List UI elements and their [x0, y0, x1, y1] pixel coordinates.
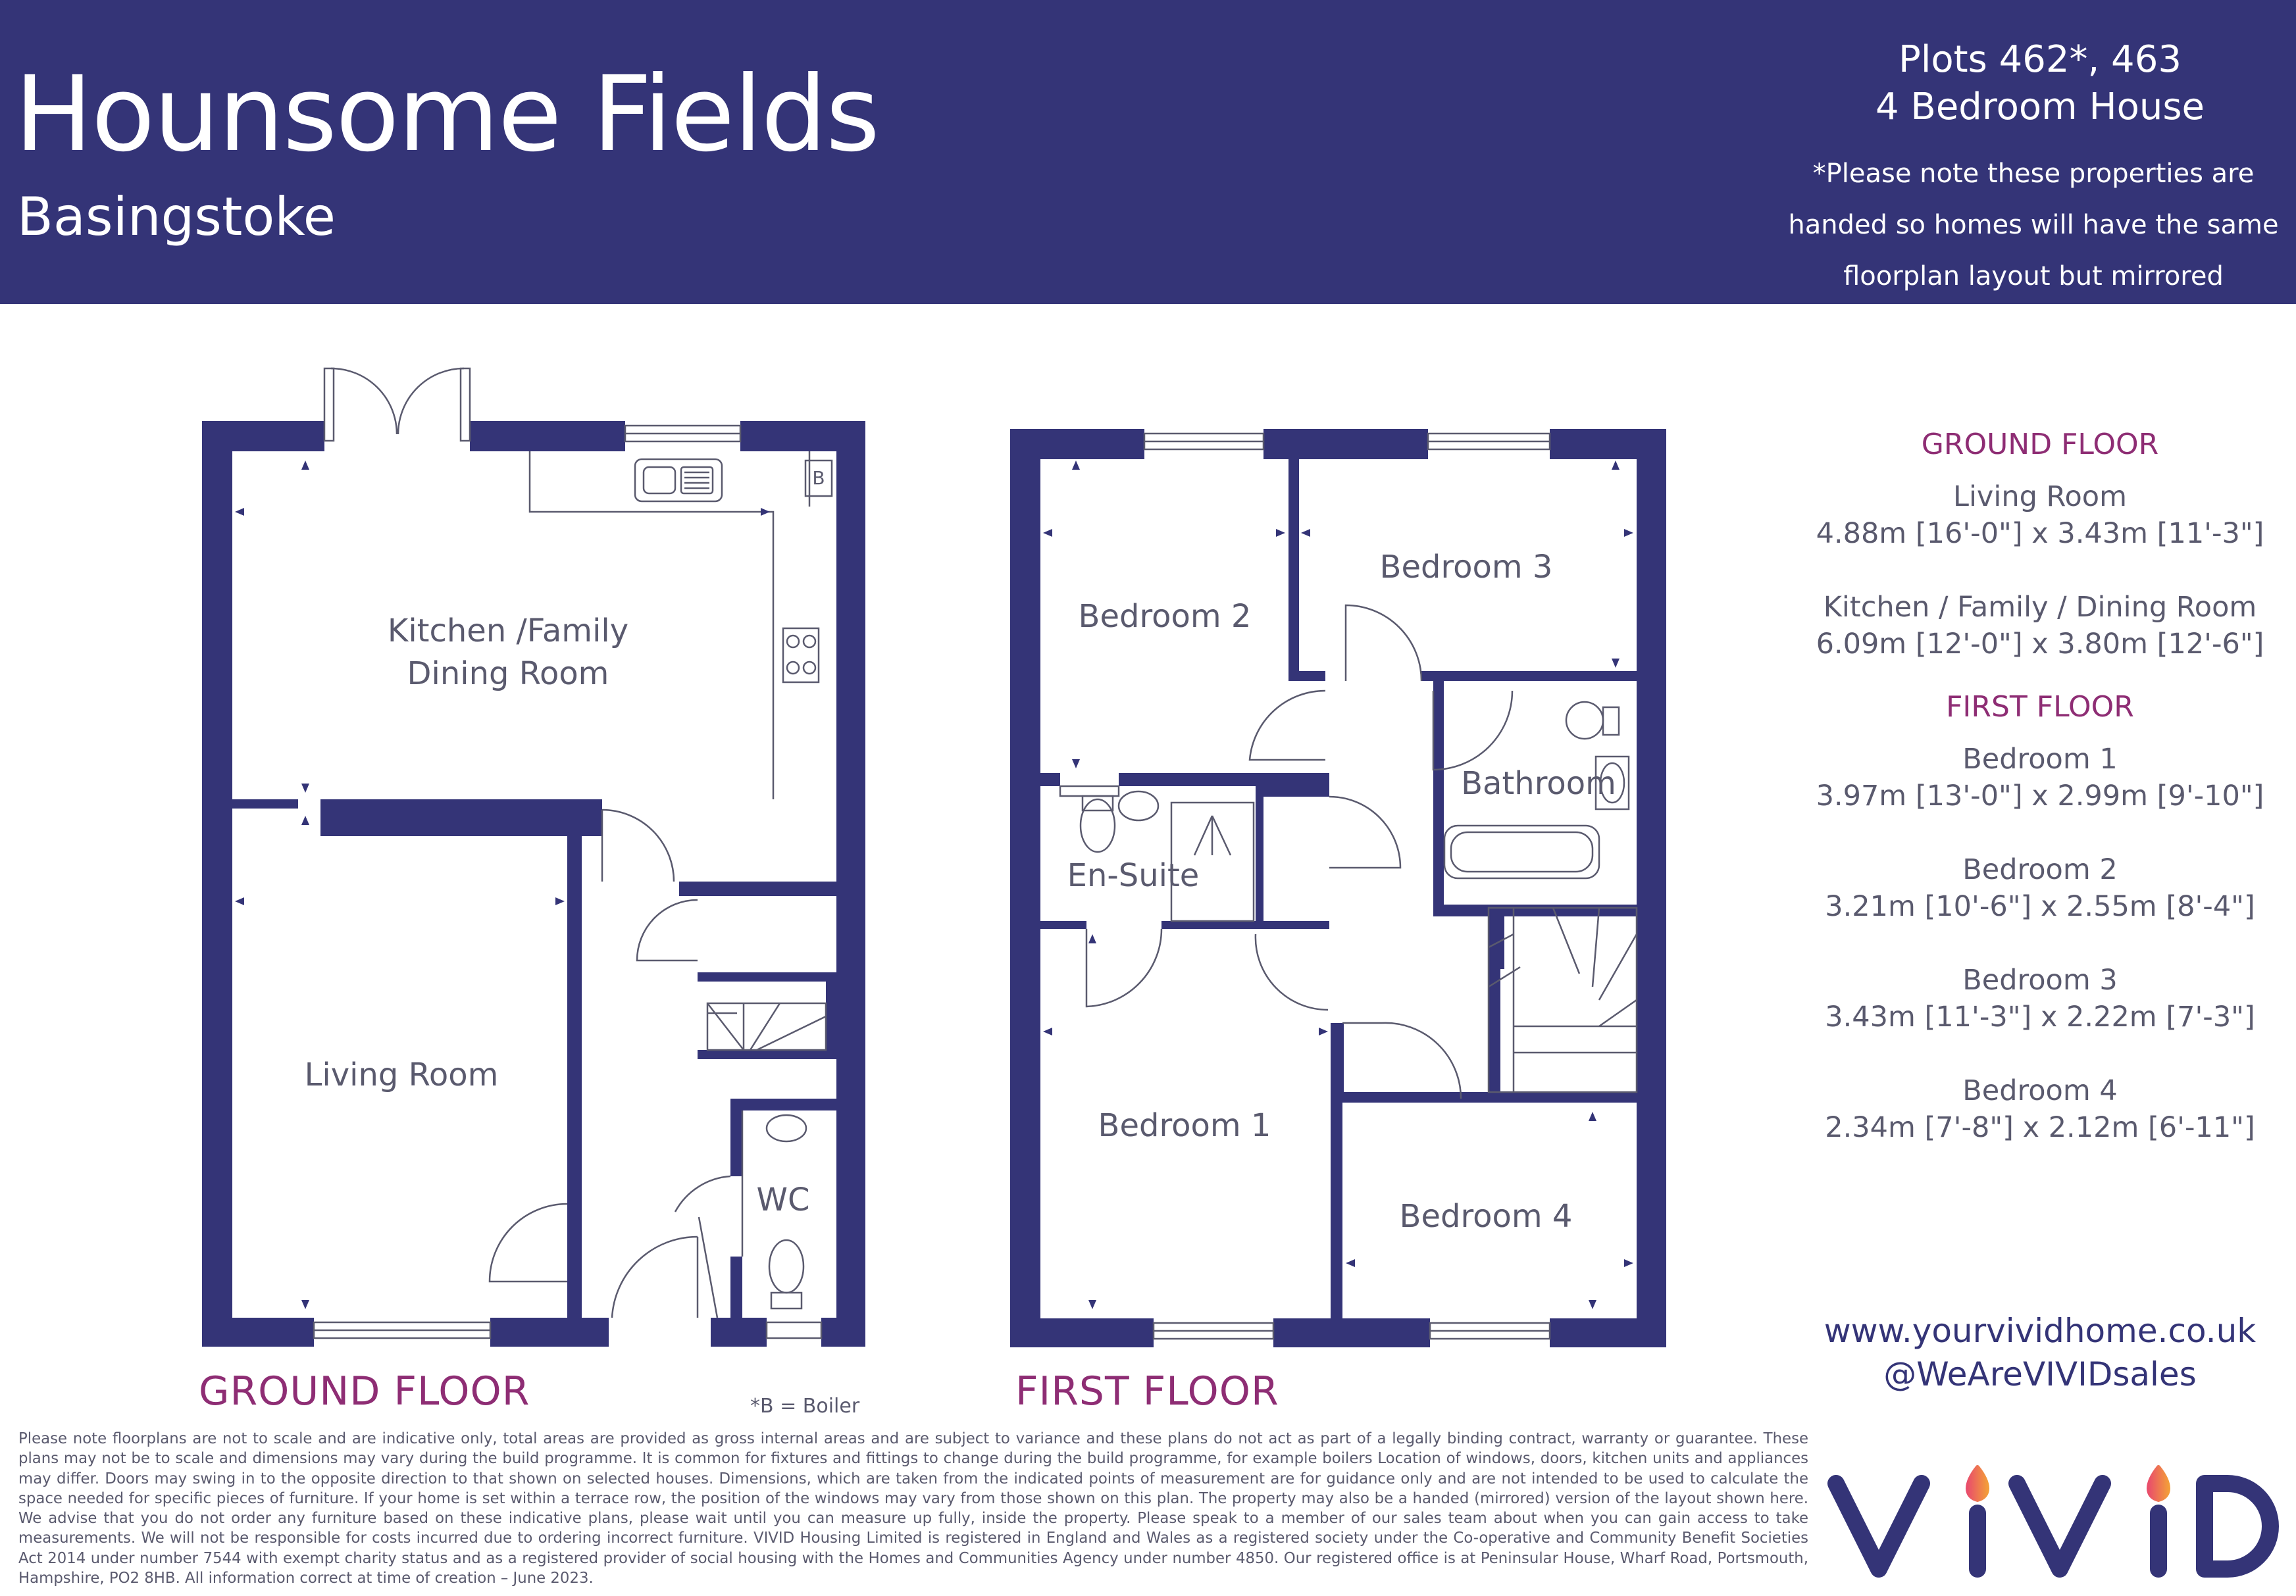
legal-disclaimer: Please note floorplans are not to scale and are indicative only, total areas are provided as gross internal areas and are subject to variance and these plans do not act as part of a legally binding contract, warranty or guarantee. These plans may not be to scale and dimensions may vary during the build programme. It is common for fixtures and fittings to change during the build programme, for example boilers Location of windows, doors, kitchen units and appliances may differ. Doors may swing in to the opposite direction to that shown on selected houses. Dimensions, which are taken from the indicated points of measurement are for guidance only and are not intended to be used to calculate the space needed for specific pieces of furniture. If your home is set within a terrace row, the position of the windows may vary from those shown on this plan. The property may also be a handed (mirrored) version of the layout shown here. We advise that you do not order any furniture based on these indicative plans, please wait until you can measure up fully, inside the property. Please speak to a member of our sales team about when you can gain access to take measurements. We will not be responsible for costs incurred due to ordering incorrect furniture. VIVID Housing Limited is registered in England and Wales as a registered society under the Co-operative and Community Benefit Societies Act 2014 under number 7544 with exempt charity status and as a registered provider of social housing with the Homes and Communities Agency under number 4850. Our registered office is at Peninsular House, Wharf Road, Portsmouth, Hampshire, PO2 8HB. All information correct at time of creation – June 2023.: [18, 1430, 1808, 1587]
first-floor-label: FIRST FLOOR: [1015, 1368, 1279, 1414]
kitchen-label-1: Kitchen /Family: [387, 612, 629, 649]
bed-1-4-wall: [1331, 1023, 1489, 1318]
dim-room-name: Bedroom 1: [1962, 743, 2118, 776]
dim-room-name: Kitchen / Family / Dining Room: [1823, 591, 2257, 624]
ensuite-label: En-Suite: [1067, 857, 1200, 894]
bedroom-1-label: Bedroom 1: [1098, 1107, 1271, 1144]
dim-room-size: 3.43m [11'-3"] x 2.22m [7'-3"]: [1825, 1001, 2255, 1034]
kitchen-label-2: Dining Room: [407, 655, 609, 692]
dims-first-heading: FIRST FLOOR: [1946, 690, 2134, 724]
bedroom-3-label: Bedroom 3: [1379, 549, 1553, 586]
contact-links: [1797, 1309, 2283, 1396]
bathroom-label: Bathroom: [1461, 765, 1616, 802]
handed-note-line: *Please note these properties are: [1812, 159, 2255, 189]
wc-label: WC: [756, 1182, 810, 1218]
handed-note-line: floorplan layout but mirrored: [1843, 261, 2224, 291]
room-dimensions: [1797, 428, 2283, 1146]
dim-room-size: 3.97m [13'-0"] x 2.99m [9'-10"]: [1816, 780, 2264, 812]
boiler-symbol: B: [812, 467, 825, 489]
social-handle[interactable]: @WeAreVIVIDsales: [1883, 1355, 2197, 1393]
bedroom-2-label: Bedroom 2: [1078, 598, 1252, 635]
development-title: Hounsome Fields: [14, 54, 879, 175]
dim-room-size: 4.88m [16'-0"] x 3.43m [11'-3"]: [1816, 517, 2264, 550]
house-type: 4 Bedroom House: [1875, 86, 2205, 128]
dim-room-name: Bedroom 2: [1962, 853, 2118, 886]
dim-room-size: 3.21m [10'-6"] x 2.55m [8'-4"]: [1825, 890, 2255, 923]
dim-room-name: Living Room: [1953, 480, 2127, 513]
dims-ground-heading: GROUND FLOOR: [1921, 428, 2159, 461]
ground-floor-label: GROUND FLOOR: [199, 1368, 530, 1414]
dim-room-size: 2.34m [7'-8"] x 2.12m [6'-11"]: [1825, 1111, 2255, 1144]
development-location: Basingstoke: [17, 186, 336, 247]
website-link[interactable]: www.yourvividhome.co.uk: [1824, 1312, 2257, 1350]
boiler-note: *B = Boiler: [750, 1395, 860, 1418]
dim-room-name: Bedroom 4: [1962, 1074, 2118, 1107]
dim-room-size: 6.09m [12'-0"] x 3.80m [12'-6"]: [1816, 628, 2264, 661]
bedroom-4-label: Bedroom 4: [1399, 1198, 1573, 1235]
living-room-label: Living Room: [304, 1057, 499, 1093]
first-floor-walls-extra: [1332, 908, 1637, 1103]
dim-room-name: Bedroom 3: [1962, 964, 2118, 997]
vivid-logo: [1836, 1467, 2270, 1569]
plot-numbers: Plots 462*, 463: [1899, 38, 2181, 81]
handed-note-line: handed so homes will have the same: [1788, 210, 2279, 240]
